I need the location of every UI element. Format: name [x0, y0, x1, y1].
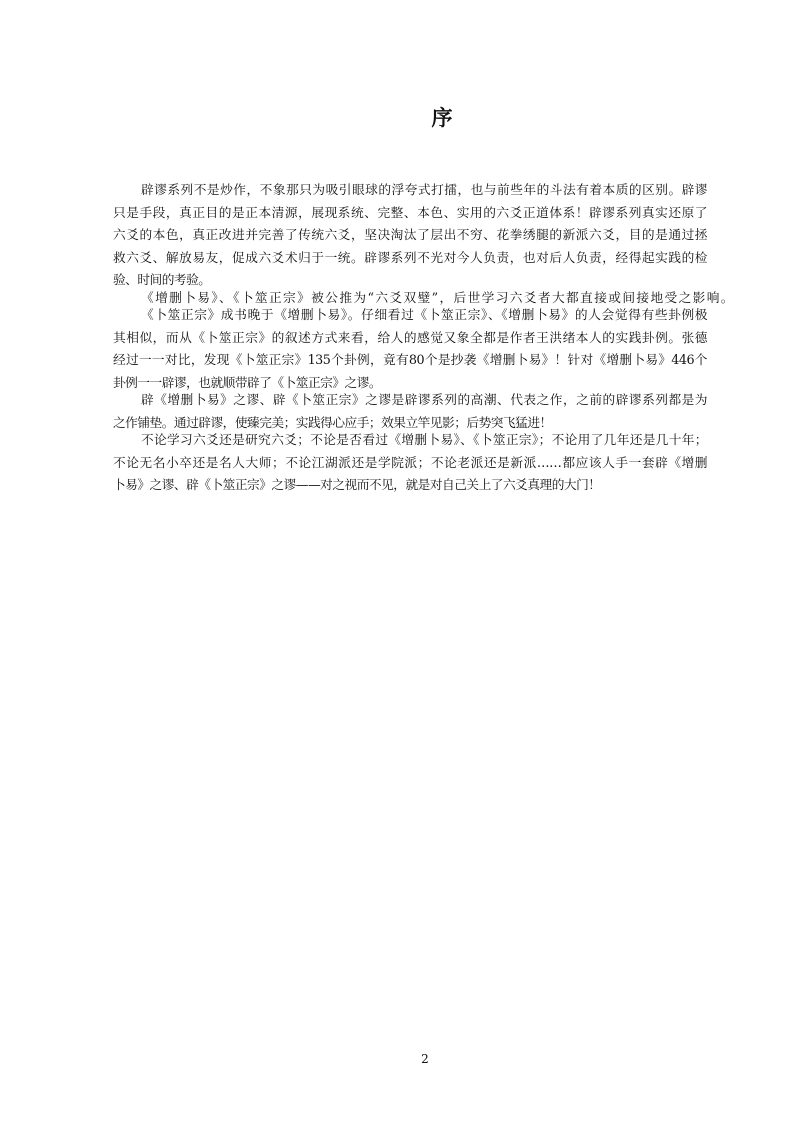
paragraph-line: 其相似，而从《卜筮正宗》的叙述方式来看，给人的感觉又象全都是作者王洪绪本人的实践卦例。张德 [113, 329, 707, 345]
paragraph-line: 验、时间的考验。 [113, 272, 211, 287]
page-title: 序 [431, 105, 453, 130]
paragraph-line: 《卜筮正宗》成书晚于《增删卜易》。仔细看过《卜筮正宗》、《增删卜易》的人会觉得有些卦例极 [141, 307, 707, 322]
paragraph-line: 经过一一对比，发现《卜筮正宗》135个卦例，竟有80个是抄袭《增删卜易》！针对《增删卜易》446个 [113, 352, 707, 367]
paragraph-line: 之作铺垫。通过辟谬，使臻完美；实践得心应手；效果立竿见影；后势突飞猛进！ [113, 414, 552, 430]
preface-body [113, 179, 733, 497]
page-number: 2 [421, 1052, 429, 1066]
paragraph-line: 救六爻、解放易友，促成六爻术归于一统。辟谬系列不光对今人负责，也对后人负责，经得起实践的检 [113, 249, 707, 265]
paragraph-line: 卜易》之谬、辟《卜筮正宗》之谬——对之视而不见，就是对自己关上了六爻真理的大门！ [113, 477, 601, 492]
paragraph-line: 卦例一一辟谬，也就顺带辟了《卜筮正宗》之谬。 [113, 374, 382, 390]
paragraph-line: 辟谬系列不是炒作，不象那只为吸引眼球的浮夸式打擂，也与前些年的斗法有着本质的区别。辟谬 [141, 182, 707, 197]
paragraph-4 [113, 389, 707, 434]
paragraph-1 [113, 179, 707, 292]
paragraph-line: 《增删卜易》、《卜筮正宗》被公推为“六爻双璧”，后世学习六爻者大都直接或间接地受之影响。 [141, 289, 733, 305]
paragraph-3 [113, 304, 707, 394]
paragraph-line: 不论学习六爻还是研究六爻；不论是否看过《增删卜易》、《卜筮正宗》；不论用了几年还是几十年； [141, 432, 707, 447]
paragraph-5 [113, 429, 707, 497]
paragraph-line: 只是手段，真正目的是正本清源，展现系统、完整、本色、实用的六爻正道体系！辟谬系列真实还原了 [113, 204, 707, 220]
paragraph-line: 不论无名小卒还是名人大师；不论江湖派还是学院派；不论老派还是新派……都应该人手一套辟《增删 [113, 454, 707, 470]
paragraph-line: 六爻的本色，真正改进并完善了传统六爻，坚决淘汰了层出不穷、花拳绣腿的新派六爻，目的是通过拯 [113, 227, 707, 242]
paragraph-line: 辟《增删卜易》之谬、辟《卜筮正宗》之谬是辟谬系列的高潮、代表之作，之前的辟谬系列都是为 [141, 392, 707, 407]
